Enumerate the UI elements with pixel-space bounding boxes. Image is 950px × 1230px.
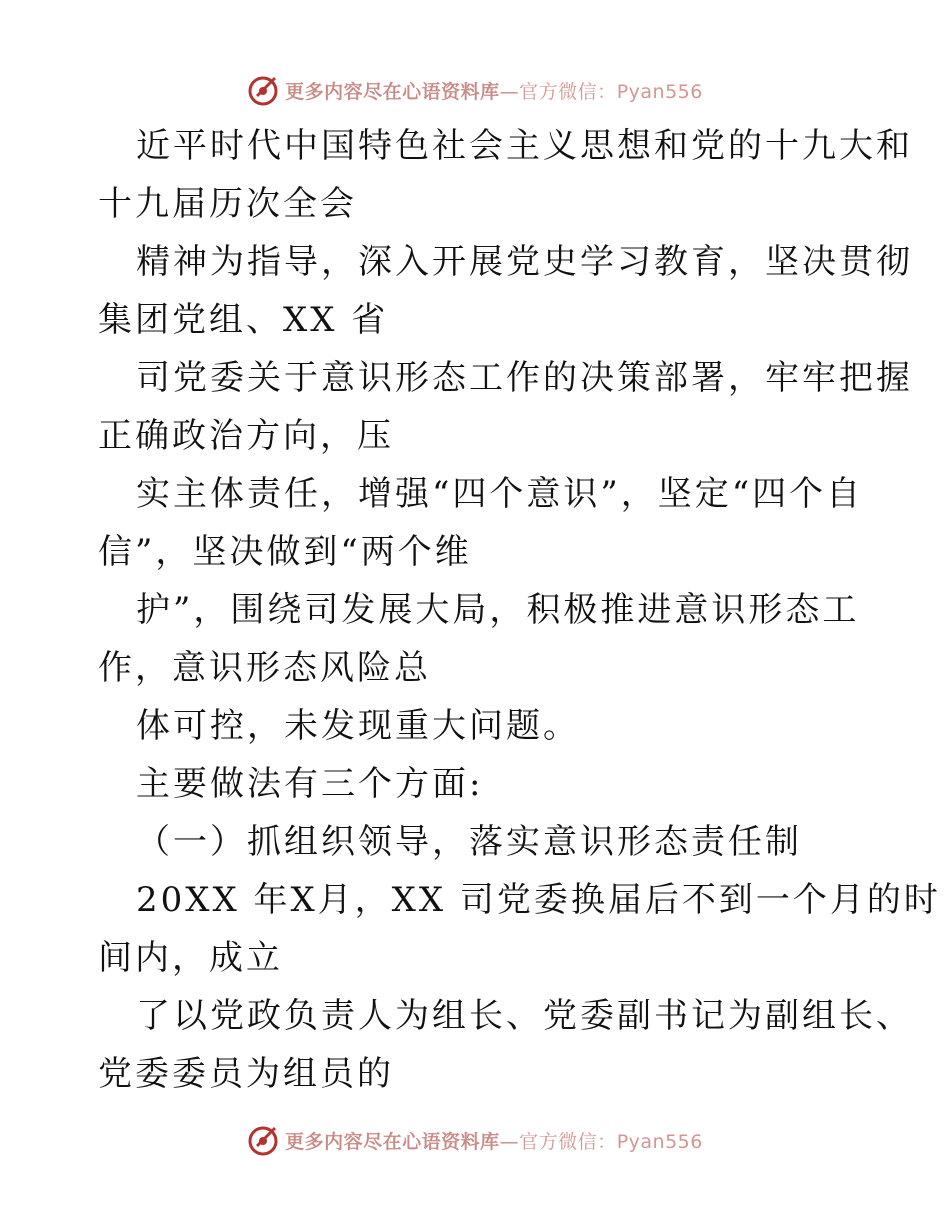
logo-pen-icon	[247, 73, 281, 107]
body-line: 实主体责任，增强“四个意识”，坚定“四个自	[136, 474, 864, 514]
body-line: 司党委关于意识形态工作的决策部署，牢牢把握	[136, 358, 913, 398]
footer-wechat-id: Pyan556	[616, 1130, 703, 1153]
footer-banner-text	[285, 1127, 703, 1154]
body-line: 信”，坚决做到“两个维	[98, 532, 472, 572]
body-line: 党委委员为组员的	[98, 1054, 394, 1094]
body-line: 集团党组、XX 省	[98, 300, 389, 340]
document-body	[98, 117, 941, 1103]
header-site-text: 更多内容尽在心语资料库	[285, 80, 500, 103]
section-heading: （一）抓组织领导，落实意识形态责任制	[136, 822, 802, 862]
body-line: 正确政治方向，压	[98, 416, 394, 456]
header-wechat-label: 官方微信：	[519, 80, 617, 103]
body-line: 十九届历次全会	[98, 184, 357, 224]
footer-site-text: 更多内容尽在心语资料库	[285, 1130, 500, 1153]
body-line: 20XX 年X月，XX 司党委换届后不到一个月的时	[136, 880, 941, 920]
body-line: 体可控，未发现重大问题。	[136, 706, 580, 746]
header-wechat-id: Pyan556	[616, 80, 703, 103]
body-line: 近平时代中国特色社会主义思想和党的十九大和	[136, 126, 913, 166]
logo-pen-icon	[247, 1123, 281, 1157]
header-watermark-banner	[0, 70, 950, 110]
body-line: 作，意识形态风险总	[98, 648, 431, 688]
header-separator: —	[499, 80, 520, 103]
body-line: 护”，围绕司发展大局，积极推进意识形态工	[136, 590, 860, 630]
footer-watermark-banner	[0, 1120, 950, 1160]
header-banner-text	[285, 77, 703, 104]
footer-separator: —	[499, 1130, 520, 1153]
body-line: 主要做法有三个方面:	[136, 764, 484, 804]
body-line: 间内，成立	[98, 938, 283, 978]
body-line: 了以党政负责人为组长、党委副书记为副组长、	[136, 996, 913, 1036]
footer-wechat-label: 官方微信：	[519, 1130, 617, 1153]
body-line: 精神为指导，深入开展党史学习教育，坚决贯彻	[136, 242, 913, 282]
